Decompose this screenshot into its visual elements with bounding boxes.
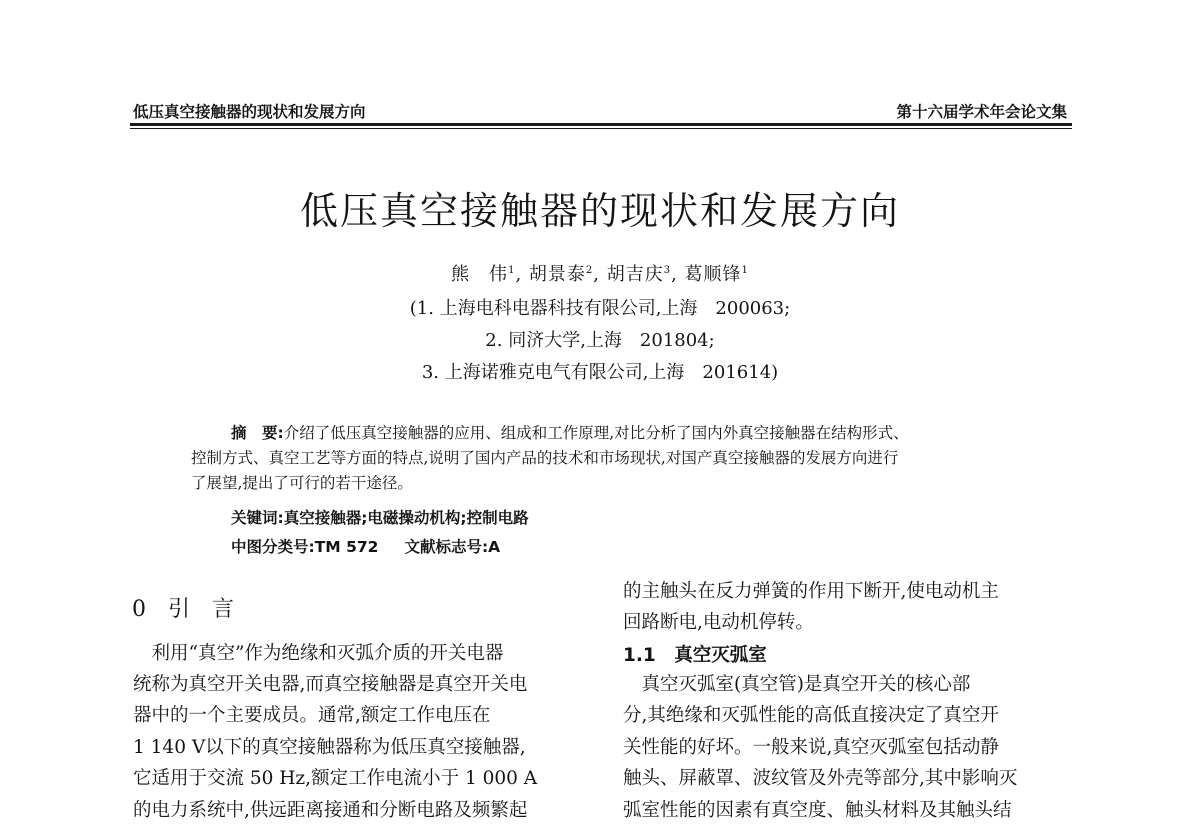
body-line: 的主触头在反力弹簧的作用下断开,使电动机主 (623, 581, 999, 602)
abstract-text: 介绍了低压真空接触器的应用、组成和工作原理,对比分析了国内外真空接触器在结构形式、 (283, 424, 909, 442)
classification (231, 535, 500, 557)
author-affiliation-mark: 1 (508, 265, 516, 276)
author-name: 葛顺锋 (684, 264, 742, 285)
section-heading-introduction: 0 引 言 (132, 597, 234, 622)
header-rule-thin (130, 128, 1072, 129)
author-name: 胡景泰 (528, 264, 586, 285)
keywords (231, 506, 529, 528)
doc-code-value: A (488, 538, 501, 556)
paper-title: 低压真空接触器的现状和发展方向 (299, 189, 900, 233)
author-affiliation-mark: 2 (585, 265, 594, 276)
body-line: 它适用于交流 50 Hz,额定工作电流小于 1 000 A (133, 768, 538, 789)
body-line: 弧室性能的因素有真空度、触头材料及其触头结 (623, 800, 1012, 821)
author-affiliation-mark: 3 (663, 265, 672, 276)
keywords-value: 真空接触器;电磁操动机构;控制电路 (283, 509, 529, 527)
body-line: 器中的一个主要成员。通常,额定工作电压在 (133, 705, 491, 726)
subsection-heading: 1.1 真空灭弧室 (623, 645, 767, 666)
keywords-label: 关键词: (231, 509, 284, 527)
author-name: 胡吉庆 (606, 264, 664, 285)
author-affiliation-mark: 1 (741, 265, 749, 276)
abstract-label: 摘 要: (231, 424, 284, 442)
affiliation-line: 3. 上海诺雅克电气有限公司,上海 201614) (421, 362, 779, 383)
running-header-left: 低压真空接触器的现状和发展方向 (133, 103, 366, 121)
body-line: 利用“真空”作为绝缘和灭弧介质的开关电器 (133, 643, 504, 664)
body-line: 的电力系统中,供远距离接通和分断电路及频繁起 (133, 800, 528, 821)
body-line: 统称为真空开关电器,而真空接触器是真空开关电 (133, 674, 528, 695)
body-line: 回路断电,电动机停转。 (623, 612, 814, 633)
body-line: 1 140 V以下的真空接触器称为低压真空接触器, (133, 737, 526, 758)
abstract-line-1 (231, 421, 909, 443)
affiliation-line: 2. 同济大学,上海 201804; (485, 330, 715, 351)
running-header-right: 第十六届学术年会论文集 (896, 103, 1067, 121)
body-line: 分,其绝缘和灭弧性能的高低直接决定了真空开 (623, 705, 999, 726)
body-line: 关性能的好坏。一般来说,真空灭弧室包括动静 (623, 737, 999, 758)
clc-value: TM 572 (314, 538, 379, 556)
clc-label: 中图分类号: (231, 538, 315, 556)
affiliation-line: (1. 上海电科电器科技有限公司,上海 200063; (409, 298, 791, 319)
body-line: 触头、屏蔽罩、波纹管及外壳等部分,其中影响灭 (623, 768, 1018, 789)
doc-code-label: 文献标志号: (404, 538, 489, 556)
author-name: 熊 伟 (451, 264, 509, 285)
body-line: 真空灭弧室(真空管)是真空开关的核心部 (623, 674, 971, 695)
author-list: 熊 伟$^1$, 胡景泰$^2$, 胡吉庆$^3$, 葛顺锋$^1$ (451, 264, 749, 285)
header-rule-thick (130, 123, 1072, 126)
abstract-line-2: 控制方式、真空工艺等方面的特点,说明了国内产品的技术和市场现状,对国产真空接触器的发展方向进行 (191, 449, 899, 467)
abstract-line-3: 了展望,提出了可行的若干途径。 (191, 474, 413, 492)
